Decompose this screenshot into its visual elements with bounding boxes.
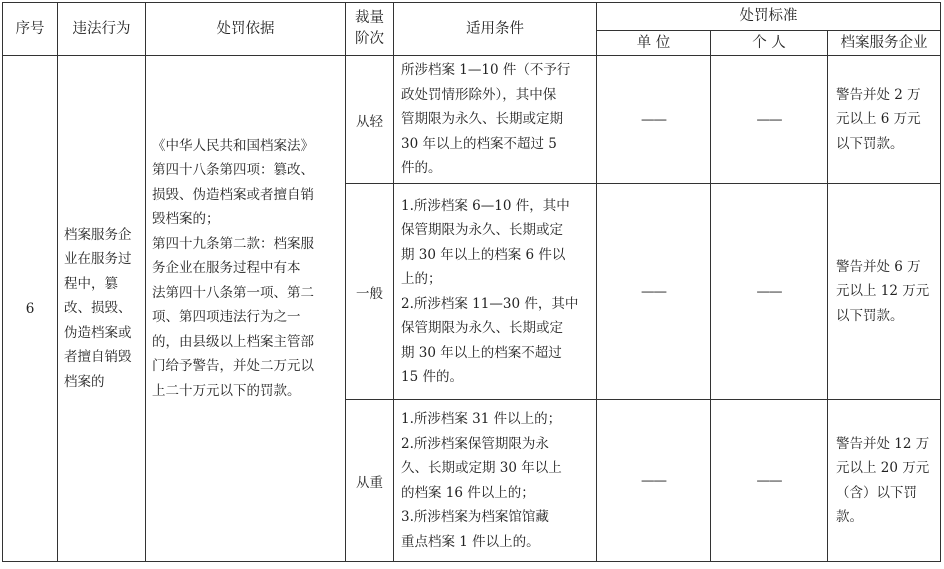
condition-line: 期 30 年以上的档案不超过 <box>401 344 562 361</box>
basis-line: 损毁、伪造档案或者擅自销 <box>152 186 314 203</box>
condition-line: 1.所涉档案 31 件以上的； <box>401 411 562 427</box>
condition-line: 久、长期或定期 30 年以上 <box>401 460 562 476</box>
header-behavior: 违法行为 <box>58 3 146 56</box>
individual-heavy: —— <box>711 400 828 562</box>
condition-line: 1.所涉档案 6—10 件，其中 <box>401 197 570 214</box>
enterprise-heavy: 警告并处 12 万元以上 20 万元（含）以下罚款。 <box>828 400 941 562</box>
condition-line: 2.所涉档案保管期限为永 <box>401 435 549 452</box>
header-level <box>346 3 394 56</box>
condition-heavy <box>394 400 597 562</box>
enterprise-light: 警告并处 2 万元以上 6 万元以下罚款。 <box>828 56 941 184</box>
level-heavy: 从重 <box>346 400 394 562</box>
header-standard: 处罚标准 <box>597 3 941 31</box>
condition-line: 重点档案 1 件以上的。 <box>401 533 540 550</box>
header-basis: 处罚依据 <box>146 3 346 56</box>
header-unit: 单 位 <box>597 31 711 56</box>
condition-line: 3.所涉档案为档案馆馆藏 <box>401 509 549 525</box>
condition-line: 期 30 年以上的档案 6 件以 <box>401 246 566 263</box>
basis-line: 第四十九条第二款：档案服 <box>152 235 314 252</box>
condition-line: 保管期限为永久、长期或定 <box>401 222 563 238</box>
condition-line: 30 年以上的档案不超过 5 <box>401 135 557 152</box>
individual-light: —— <box>711 56 828 184</box>
basis-line: 毁档案的； <box>152 211 220 228</box>
condition-line: 15 件的。 <box>401 369 463 385</box>
condition-line: 政处罚情形除外），其中保 <box>401 86 557 103</box>
level-normal: 一般 <box>346 184 394 400</box>
header-enterprise: 档案服务企业 <box>828 31 941 56</box>
basis-line: 项、第四项违法行为之一 <box>152 309 301 326</box>
condition-light <box>394 56 597 184</box>
condition-line: 保管期限为永久、长期或定 <box>401 320 563 336</box>
row-seq: 6 <box>3 56 58 562</box>
unit-light: —— <box>597 56 711 184</box>
unit-heavy: —— <box>597 400 711 562</box>
condition-line: 的档案 16 件以上的； <box>401 484 535 501</box>
header-seq: 序号 <box>3 3 58 56</box>
basis-line: 门给予警告，并处二万元以 <box>152 358 314 375</box>
basis-line: 第四十八条第四项：篡改、 <box>152 162 314 179</box>
basis-line: 法第四十八条第一项、第二 <box>152 284 314 301</box>
individual-normal: —— <box>711 184 828 400</box>
row-behavior: 档案服务企业在服务过程中，篡改、损毁、伪造档案或者擅自销毁档案的 <box>58 56 146 562</box>
row-basis <box>146 56 346 562</box>
basis-line: 《中华人民共和国档案法》 <box>152 137 314 154</box>
condition-line: 件的。 <box>401 160 442 177</box>
header-level-text: 裁量阶次 <box>354 10 384 47</box>
enterprise-normal: 警告并处 6 万元以上 12 万元以下罚款。 <box>828 184 941 400</box>
table-row <box>3 56 941 184</box>
condition-line: 2.所涉档案 11—30 件，其中 <box>401 295 579 312</box>
condition-line: 管期限为永久、长期或定期 <box>401 111 563 128</box>
unit-normal: —— <box>597 184 711 400</box>
penalty-discretion-table <box>2 2 941 562</box>
penalty-table-container <box>2 2 941 562</box>
condition-line: 上的； <box>401 271 442 287</box>
header-individual: 个 人 <box>711 31 828 56</box>
basis-line: 上二十万元以下的罚款。 <box>152 382 301 399</box>
basis-line: 的，由县级以上档案主管部 <box>152 333 314 350</box>
header-condition: 适用条件 <box>394 3 597 56</box>
condition-line: 所涉档案 1—10 件（不予行 <box>401 62 571 79</box>
basis-line: 务企业在服务过程中有本 <box>152 260 301 277</box>
level-light: 从轻 <box>346 56 394 184</box>
condition-normal <box>394 184 597 400</box>
